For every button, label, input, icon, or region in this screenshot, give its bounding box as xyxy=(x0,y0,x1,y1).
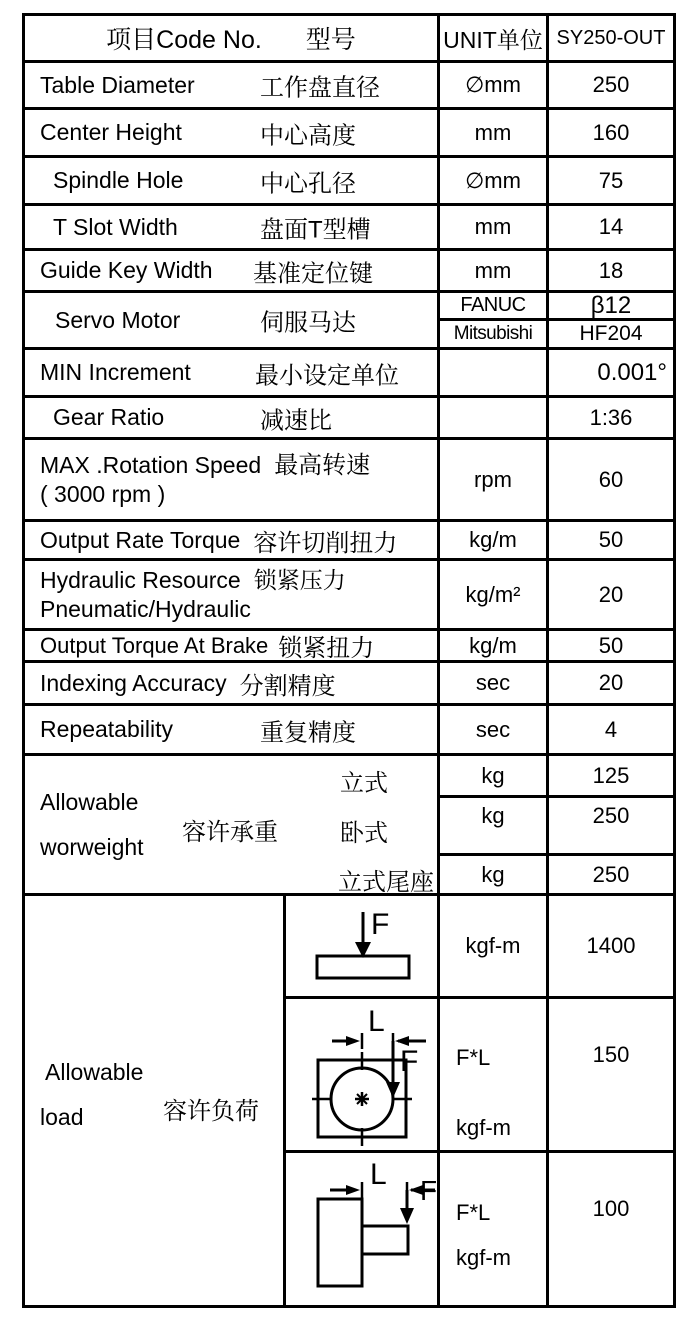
row-max-rotation-label: MAX .Rotation Speed 最高转速 ( 3000 rpm ) xyxy=(25,440,440,522)
workweight-orientation-vertical: 立式 xyxy=(340,770,388,797)
header-value-cell: SY250-OUT xyxy=(549,16,676,63)
row-output-torque-brake-value: 50 xyxy=(549,631,676,663)
row-t-slot-width-label: T Slot Width 盘面T型槽 xyxy=(25,206,440,251)
row-output-rate-torque-value: 50 xyxy=(549,522,676,561)
svg-text:F: F xyxy=(420,1175,437,1206)
row-gear-ratio-label: Gear Ratio 减速比 xyxy=(25,398,440,440)
svg-text:F: F xyxy=(371,908,390,941)
workweight-unit-3: kg xyxy=(440,856,549,896)
specification-table xyxy=(22,13,676,1308)
row-min-increment-value: 0.001° xyxy=(549,350,676,398)
row-max-rotation-unit: rpm xyxy=(440,440,549,522)
row-indexing-accuracy-unit: sec xyxy=(440,663,549,706)
load-value-2: 150 xyxy=(549,999,676,1153)
load-unit-3: F*L kgf-m xyxy=(440,1153,549,1308)
load-diagram-side-load-icon xyxy=(286,1153,440,1308)
workweight-unit-2: kg xyxy=(440,798,549,856)
servo-brand-mitsubishi: Mitsubishi xyxy=(440,321,549,350)
row-guide-key-width-label: Guide Key Width 基准定位键 xyxy=(25,251,440,293)
row-indexing-accuracy-value: 20 xyxy=(549,663,676,706)
row-allowable-workweight-label: Allowable worweight 容许承重 立式 卧式 立式尾座 xyxy=(25,756,440,896)
workweight-value-3: 250 xyxy=(549,856,676,896)
workweight-value-1: 125 xyxy=(549,756,676,798)
hydraulic-resource-line2: Pneumatic/Hydraulic xyxy=(40,595,251,622)
max-rotation-note: ( 3000 rpm ) xyxy=(40,480,166,507)
row-output-rate-torque-unit: kg/m xyxy=(440,522,549,561)
row-min-increment-label: MIN Increment 最小设定单位 xyxy=(25,350,440,398)
row-min-increment-unit xyxy=(440,350,549,398)
load-diagram-overhang-load-icon xyxy=(286,999,440,1153)
row-output-rate-torque-label: Output Rate Torque 容许切削扭力 xyxy=(25,522,440,561)
workweight-value-2: 250 xyxy=(549,798,676,856)
header-item-cell xyxy=(25,16,440,63)
row-spindle-hole-unit: ∅mm xyxy=(440,158,549,206)
row-hydraulic-resource-value: 20 xyxy=(549,561,676,631)
row-allowable-load-label: Allowable load 容许负荷 xyxy=(25,896,286,1308)
row-output-torque-brake-unit: kg/m xyxy=(440,631,549,663)
row-t-slot-width-unit: mm xyxy=(440,206,549,251)
row-hydraulic-resource-unit: kg/m² xyxy=(440,561,549,631)
header-item-label: 项目Code No. xyxy=(106,26,262,54)
row-spindle-hole-label: Spindle Hole 中心孔径 xyxy=(25,158,440,206)
row-guide-key-width-value: 18 xyxy=(549,251,676,293)
row-gear-ratio-unit xyxy=(440,398,549,440)
row-t-slot-width-value: 14 xyxy=(549,206,676,251)
row-hydraulic-resource-label: Hydraulic Resource 锁紧压力 Pneumatic/Hydraulic xyxy=(25,561,440,631)
load-value-1: 1400 xyxy=(549,896,676,999)
row-guide-key-width-unit: mm xyxy=(440,251,549,293)
row-repeatability-value: 4 xyxy=(549,706,676,756)
load-diagram-vertical-force-icon xyxy=(286,896,440,999)
row-max-rotation-value: 60 xyxy=(549,440,676,522)
row-center-height-value: 160 xyxy=(549,110,676,158)
workweight-unit-1: kg xyxy=(440,756,549,798)
workweight-orientation-horizontal: 卧式 xyxy=(340,820,388,847)
workweight-orientation-tailstock: 立式尾座 xyxy=(338,869,434,896)
row-repeatability-label: Repeatability 重复精度 xyxy=(25,706,440,756)
row-table-diameter-unit: ∅mm xyxy=(440,63,549,110)
svg-text:F: F xyxy=(400,1045,419,1078)
row-servo-motor-label: Servo Motor 伺服马达 xyxy=(25,293,440,350)
row-gear-ratio-value: 1:36 xyxy=(549,398,676,440)
load-unit-1: kgf-m xyxy=(440,896,549,999)
row-spindle-hole-value: 75 xyxy=(549,158,676,206)
svg-text:L: L xyxy=(368,1005,385,1038)
row-indexing-accuracy-label: Indexing Accuracy 分割精度 xyxy=(25,663,440,706)
row-table-diameter-label: Table Diameter 工作盘直径 xyxy=(25,63,440,110)
load-value-3: 100 xyxy=(549,1153,676,1308)
servo-brand-fanuc: FANUC xyxy=(440,293,549,321)
header-model-label: 型号 xyxy=(305,26,356,54)
servo-model-fanuc: β12 xyxy=(549,293,676,321)
row-output-torque-brake-label: Output Torque At Brake 锁紧扭力 xyxy=(25,631,440,663)
header-unit-cell: UNIT单位 xyxy=(440,16,549,63)
row-repeatability-unit: sec xyxy=(440,706,549,756)
row-table-diameter-value: 250 xyxy=(549,63,676,110)
svg-text:L: L xyxy=(370,1158,387,1191)
load-unit-2: F*L kgf-m xyxy=(440,999,549,1153)
row-center-height-label: Center Height 中心高度 xyxy=(25,110,440,158)
row-center-height-unit: mm xyxy=(440,110,549,158)
servo-model-mitsubishi: HF204 xyxy=(549,321,676,350)
